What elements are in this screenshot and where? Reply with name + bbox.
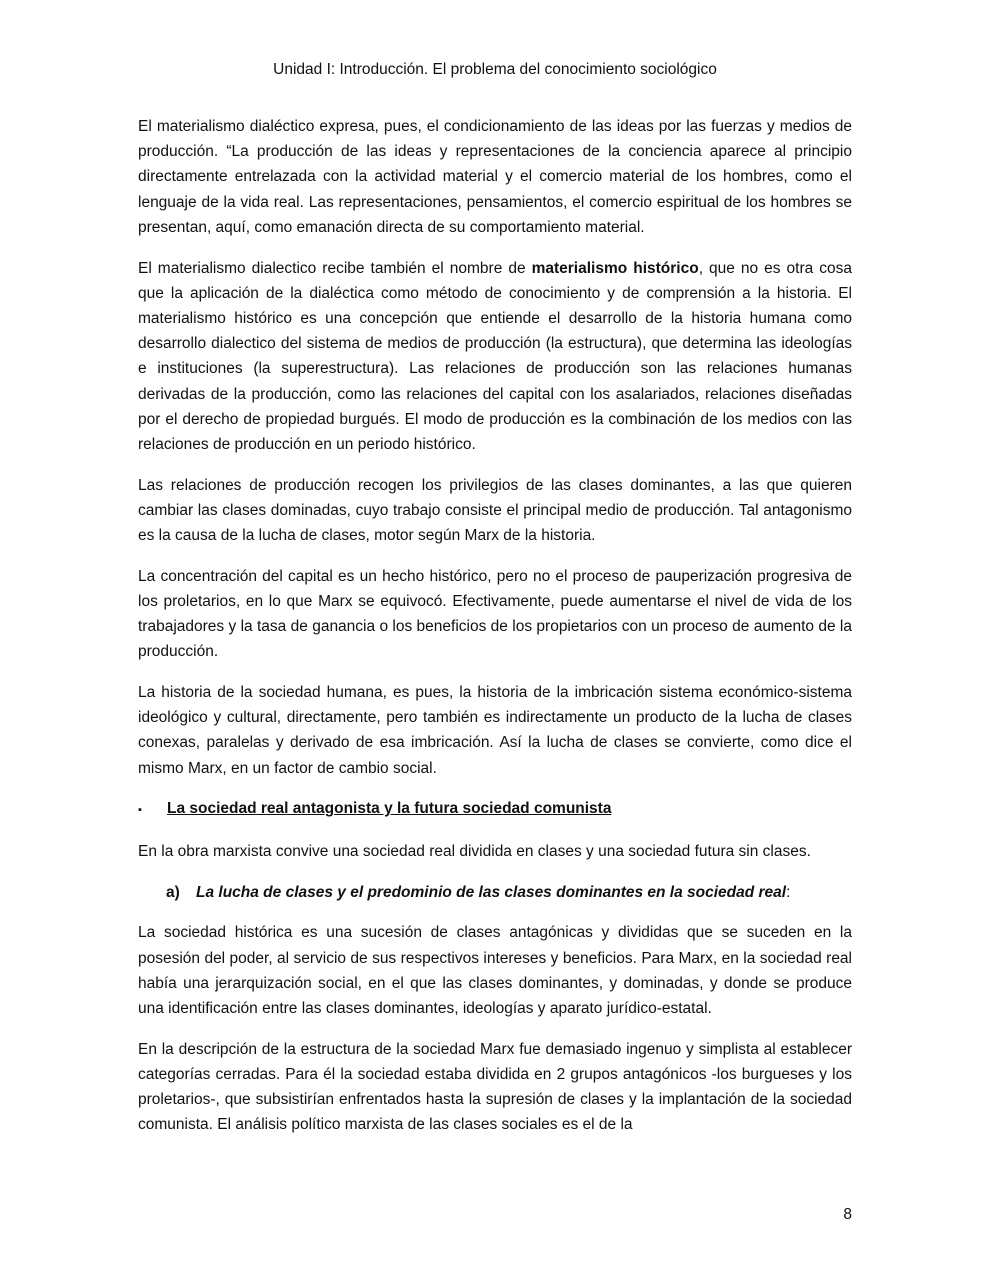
section-heading-text: La sociedad real antagonista y la futura sociedad comunista [167, 800, 612, 818]
section-heading [138, 796, 852, 823]
subsection-marker: a) [166, 883, 180, 901]
paragraph-concentracion-capital: La concentración del capital es un hecho histórico, pero no el proceso de pauperización progresiva de los proletarios, en lo que Marx se equivocó. Efectivamente, puede aumentarse el nivel de vida de los trabajadores y la tasa de ganancia o los beneficios de los propietarios con un proceso de aumento de la producción. [138, 567, 852, 661]
paragraph-estructura-sociedad: En la descripción de la estructura de la sociedad Marx fue demasiado ingenuo y simplista al establecer categorías cerradas. Para él la sociedad estaba dividida en 2 grupos antagónicos -los burgueses y los proletarios-, que subsistirían enfrentados hasta la supresión de clases y la implantación de la sociedad comunista. El análisis político marxista de las clases sociales es el de la [138, 1040, 852, 1134]
subsection-colon: : [786, 883, 791, 901]
paragraph-sociedad-historica: La sociedad histórica es una sucesión de clases antagónicas y divididas que se suceden en la posesión del poder, al servicio de sus respectivos intereses y beneficios. Para Marx, en la sociedad real había una jerarquización social, en el que las clases dominantes, y dominadas, y donde se produce una identificación entre las clases dominantes, ideologías y aparato jurídico-estatal. [138, 924, 852, 1018]
paragraph-relaciones-produccion: Las relaciones de producción recogen los privilegios de las clases dominantes, a las que quieren cambiar las clases dominadas, cuyo trabajo consiste el principal medio de producción. Tal antagonismo es la causa de la lucha de clases, motor según Marx de la historia. [138, 476, 852, 545]
subsection-heading [138, 880, 852, 905]
paragraph-text: , que no es otra cosa que la aplicación de la dialéctica como método de conocimiento y de comprensión a la historia. El materialismo histórico es una concepción que entiende el desarrollo de la historia humana como desarrollo dialectico del sistema de medios de producción (la estructura), que determina las ideologías e instituciones (la superestructura). Las relaciones de producción son las relaciones humanas derivadas de la producción, como las relaciones del capital con los asalariados, relaciones diseñadas por el derecho de propiedad burgués. El modo de producción es la combinación de los medios con las relaciones de producción en un periodo histórico. [138, 259, 852, 453]
document-body [138, 114, 852, 1153]
paragraph-text: El materialismo dialectico recibe también el nombre de [138, 259, 532, 277]
page-number: 8 [843, 1206, 852, 1223]
bold-term-materialismo-historico: materialismo histórico [531, 259, 699, 277]
subsection-heading-text: La lucha de clases y el predominio de las clases dominantes en la sociedad real [196, 883, 787, 901]
square-bullet-icon: ▪ [138, 804, 142, 817]
paragraph-materialismo-historico [138, 256, 852, 458]
paragraph-obra-marxista: En la obra marxista convive una sociedad real dividida en clases y una sociedad futura sin clases. [138, 843, 811, 861]
running-header: Unidad I: Introducción. El problema del conocimiento sociológico [273, 61, 717, 78]
paragraph-materialismo-dialectico: El materialismo dialéctico expresa, pues, el condicionamiento de las ideas por las fuerzas y medios de producción. “La producción de las ideas y representaciones de la conciencia aparece al principio directamente entrelazada con la actividad material y el comercio material de los hombres, como el lenguaje de la vida real. Las representaciones, pensamientos, el comercio espiritual de los hombres se presentan, aquí, como emanación directa de su comportamiento material. [138, 118, 852, 236]
paragraph-historia-sociedad: La historia de la sociedad humana, es pues, la historia de la imbricación sistema económico-sistema ideológico y cultural, directamente, pero también es indirectamente un producto de la lucha de clases conexas, paralelas y derivado de esa imbricación. Así la lucha de clases se convierte, como dice el mismo Marx, en un factor de cambio social. [138, 684, 852, 777]
